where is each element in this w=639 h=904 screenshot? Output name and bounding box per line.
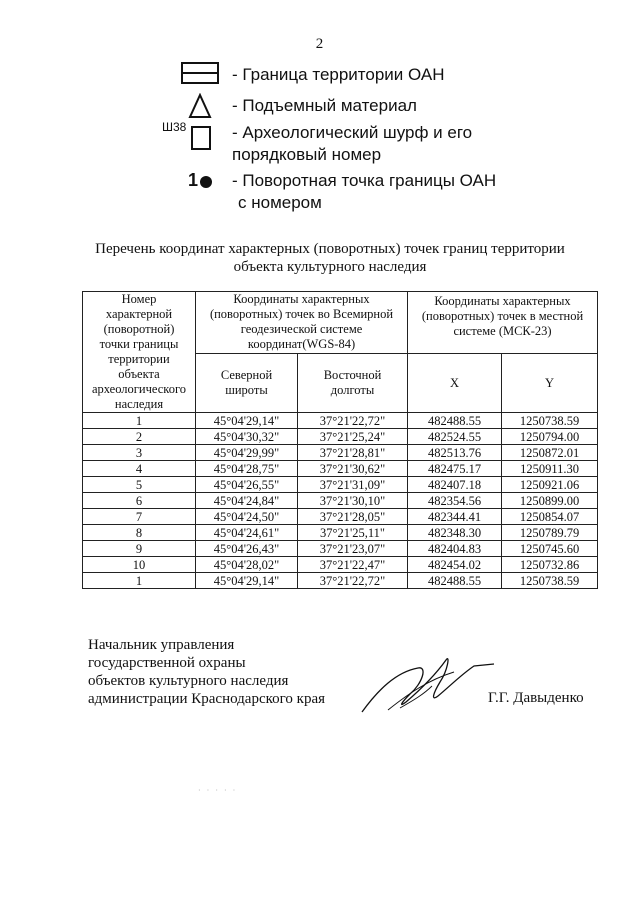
cell-point-number: 3 — [83, 445, 196, 461]
cell-north-latitude: 45°04'29,99" — [196, 445, 298, 461]
cell-x: 482348.30 — [408, 525, 502, 541]
signature-block — [88, 636, 325, 708]
cell-north-latitude: 45°04'24,61" — [196, 525, 298, 541]
cell-x: 482475.17 — [408, 461, 502, 477]
triangle-icon — [188, 93, 212, 119]
cell-east-longitude: 37°21'25,24" — [298, 429, 408, 445]
cell-x: 482524.55 — [408, 429, 502, 445]
header-y: Y — [502, 353, 598, 413]
cell-y: 1250738.59 — [502, 573, 598, 589]
header-msk23: Координаты характерных (поворотных) точек в местной системе (МСК-23) — [408, 292, 598, 354]
cell-north-latitude: 45°04'26,55" — [196, 477, 298, 493]
cell-x: 482407.18 — [408, 477, 502, 493]
table-title-line1: Перечень координат характерных (поворотных) точек границ территории — [95, 241, 565, 257]
header-point-number: Номер характерной (поворотной) точки границы территории объекта археологического наследия — [83, 292, 196, 413]
signer-position-line2: государственной охраны — [88, 655, 246, 671]
table-title-line2: объекта культурного наследия — [233, 259, 427, 275]
header-east-longitude: Восточной долготы — [298, 353, 408, 413]
scan-speck: · · · · · — [198, 786, 238, 795]
point-label: 1 — [188, 170, 199, 190]
table-row — [83, 461, 598, 477]
page-number: 2 — [315, 36, 324, 52]
table-row — [83, 541, 598, 557]
cell-y: 1250794.00 — [502, 429, 598, 445]
header-x: X — [408, 353, 502, 413]
cell-east-longitude: 37°21'22,47" — [298, 557, 408, 573]
cell-east-longitude: 37°21'23,07" — [298, 541, 408, 557]
header-north-latitude: Северной широты — [196, 353, 298, 413]
cell-north-latitude: 45°04'24,84" — [196, 493, 298, 509]
pit-label: Ш38 — [162, 120, 187, 134]
table-row — [83, 509, 598, 525]
table-title — [60, 240, 600, 276]
table-row — [83, 477, 598, 493]
cell-y: 1250789.79 — [502, 525, 598, 541]
cell-point-number: 1 — [83, 573, 196, 589]
legend-material-text: - Подъемный материал — [232, 96, 417, 115]
cell-point-number: 10 — [83, 557, 196, 573]
cell-north-latitude: 45°04'24,50" — [196, 509, 298, 525]
cell-x: 482513.76 — [408, 445, 502, 461]
table-row — [83, 573, 598, 589]
table-row — [83, 429, 598, 445]
table-row — [83, 445, 598, 461]
cell-point-number: 7 — [83, 509, 196, 525]
cell-y: 1250872.01 — [502, 445, 598, 461]
cell-north-latitude: 45°04'28,75" — [196, 461, 298, 477]
table-body — [83, 413, 598, 589]
cell-x: 482354.56 — [408, 493, 502, 509]
table-row — [83, 413, 598, 429]
legend-pit-text-line2: порядковый номер — [232, 145, 382, 164]
cell-point-number: 9 — [83, 541, 196, 557]
cell-east-longitude: 37°21'22,72" — [298, 413, 408, 429]
cell-y: 1250899.00 — [502, 493, 598, 509]
legend-point-text-line2: с номером — [238, 193, 322, 212]
cell-x: 482404.83 — [408, 541, 502, 557]
cell-east-longitude: 37°21'28,05" — [298, 509, 408, 525]
filled-dot-icon — [200, 176, 212, 188]
cell-east-longitude: 37°21'30,62" — [298, 461, 408, 477]
cell-x: 482488.55 — [408, 413, 502, 429]
cell-east-longitude: 37°21'25,11" — [298, 525, 408, 541]
signer-position-line4: администрации Краснодарского края — [88, 691, 326, 707]
legend-point-text-line1: - Поворотная точка границы ОАН — [232, 171, 497, 190]
cell-north-latitude: 45°04'29,14" — [196, 573, 298, 589]
cell-north-latitude: 45°04'29,14" — [196, 413, 298, 429]
table-row — [83, 557, 598, 573]
cell-point-number: 4 — [83, 461, 196, 477]
table-row — [83, 493, 598, 509]
cell-north-latitude: 45°04'28,02" — [196, 557, 298, 573]
legend-border-text: - Граница территории ОАН — [232, 65, 445, 84]
territory-border-icon — [181, 62, 219, 84]
cell-point-number: 6 — [83, 493, 196, 509]
cell-x: 482488.55 — [408, 573, 502, 589]
cell-y: 1250745.60 — [502, 541, 598, 557]
cell-point-number: 8 — [83, 525, 196, 541]
cell-x: 482344.41 — [408, 509, 502, 525]
cell-north-latitude: 45°04'26,43" — [196, 541, 298, 557]
cell-y: 1250911.30 — [502, 461, 598, 477]
cell-point-number: 5 — [83, 477, 196, 493]
cell-y: 1250854.07 — [502, 509, 598, 525]
legend-pit-text-line1: - Археологический шурф и его — [232, 123, 473, 142]
handwritten-signature — [358, 650, 498, 720]
cell-east-longitude: 37°21'30,10" — [298, 493, 408, 509]
cell-east-longitude: 37°21'22,72" — [298, 573, 408, 589]
cell-point-number: 2 — [83, 429, 196, 445]
cell-x: 482454.02 — [408, 557, 502, 573]
cell-north-latitude: 45°04'30,32" — [196, 429, 298, 445]
signer-name: Г.Г. Давыденко — [488, 690, 584, 706]
table-row — [83, 525, 598, 541]
cell-y: 1250921.06 — [502, 477, 598, 493]
header-wgs84: Координаты характерных (поворотных) точек во Всемирной геодезической системе координат(WGS-84) — [196, 292, 408, 354]
cell-y: 1250738.59 — [502, 413, 598, 429]
cell-east-longitude: 37°21'31,09" — [298, 477, 408, 493]
cell-east-longitude: 37°21'28,81" — [298, 445, 408, 461]
coordinates-table — [82, 291, 598, 589]
signer-position-line1: Начальник управления — [88, 637, 235, 653]
square-icon — [191, 126, 211, 150]
cell-y: 1250732.86 — [502, 557, 598, 573]
cell-point-number: 1 — [83, 413, 196, 429]
signer-position-line3: объектов культурного наследия — [88, 673, 289, 689]
